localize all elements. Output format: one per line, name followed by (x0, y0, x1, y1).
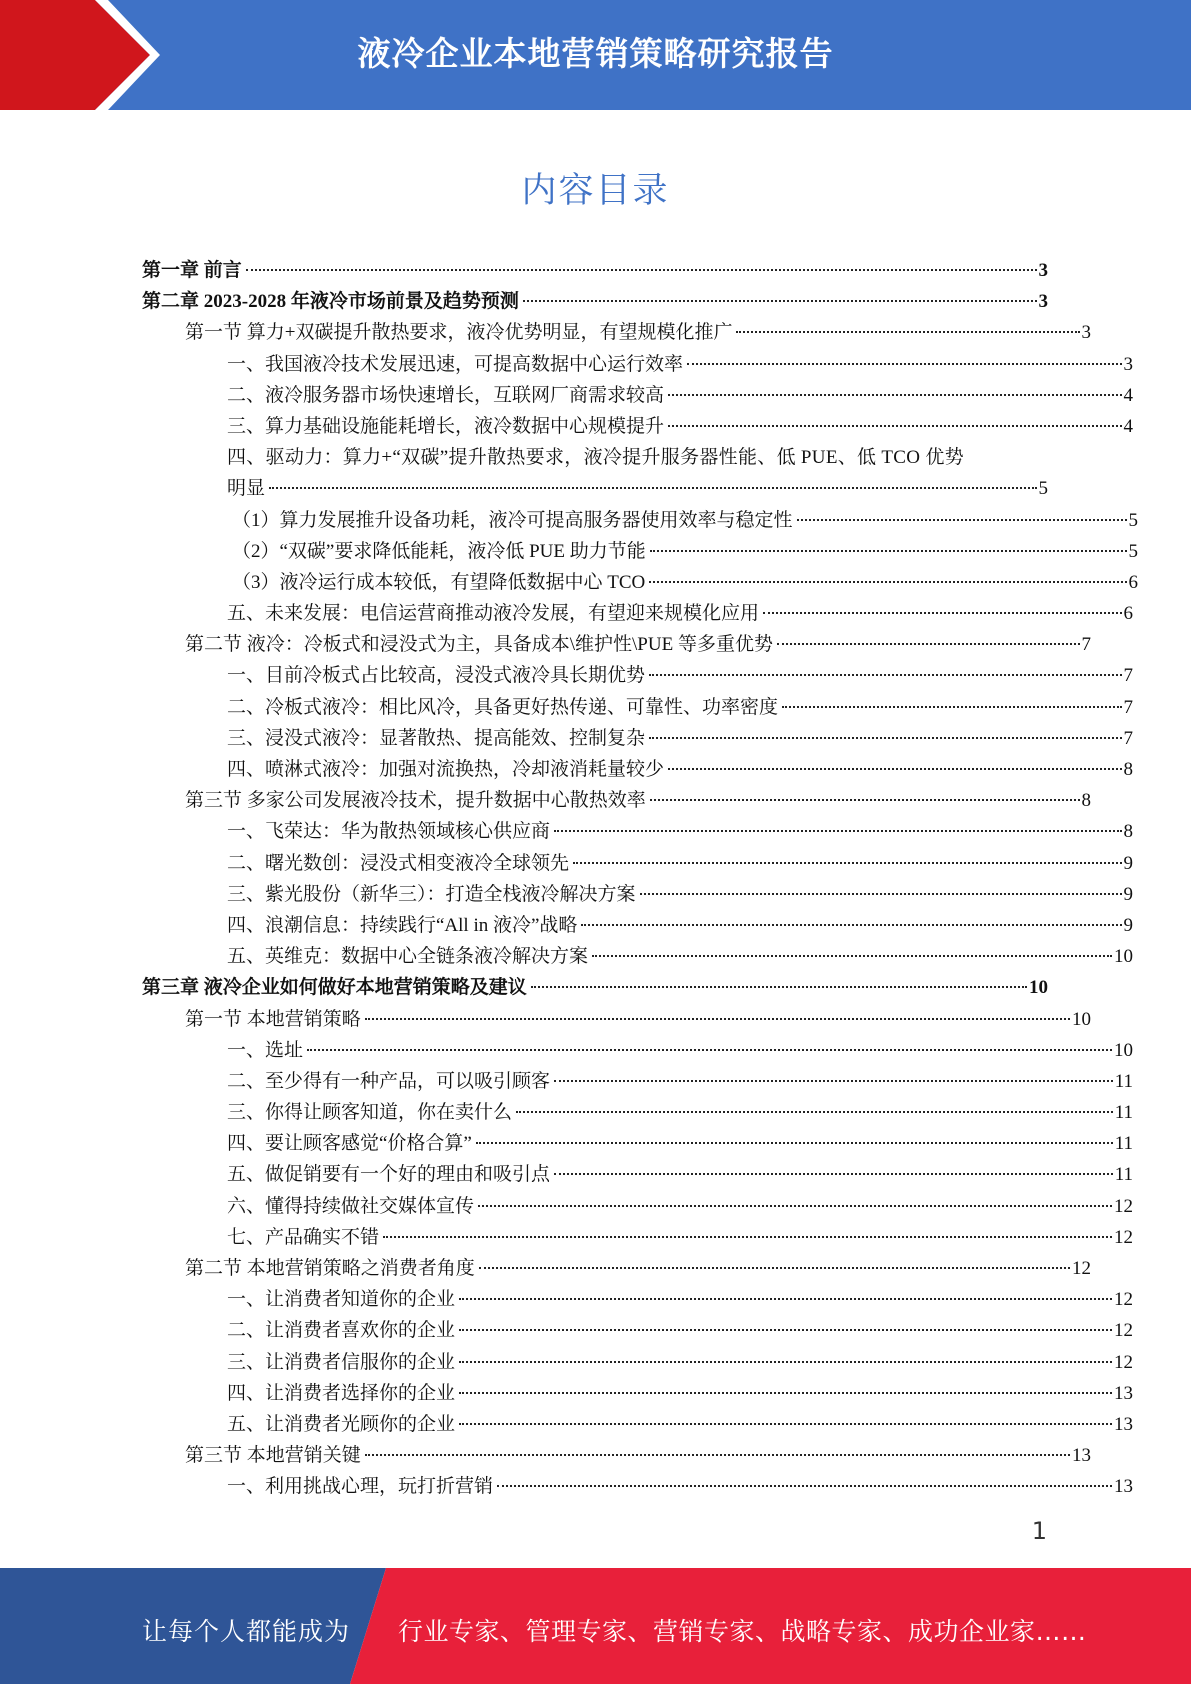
toc-page-number: 13 (1114, 1413, 1133, 1435)
toc-entry-title: 三、浸没式液冷：显著散热、提高能效、控制复杂 (227, 727, 646, 749)
toc-entry-title: 七、产品确实不错 (227, 1226, 380, 1248)
toc-entry-title: 三、你得让顾客知道，你在卖什么 (227, 1102, 513, 1124)
toc-page-number: 3 (1081, 322, 1091, 344)
toc-section[interactable] (142, 317, 1091, 348)
toc-page-number: 9 (1123, 914, 1133, 936)
toc-entry-title: 第一节 算力+双碳提升散热要求，液冷优势明显，有望规模化推广 (185, 322, 733, 344)
toc-subsection[interactable] (142, 1284, 1133, 1315)
dot-leader (649, 737, 1121, 739)
toc-page-number: 13 (1114, 1382, 1133, 1404)
toc-entry-title: 一、让消费者知道你的企业 (227, 1289, 456, 1311)
toc-entry-title: 一、飞荣达：华为散热领域核心供应商 (227, 821, 551, 843)
toc-page-number: 7 (1123, 665, 1133, 687)
toc-entry-title: 三、紫光股份（新华三）：打造全栈液冷解决方案 (227, 883, 636, 905)
toc-entry-title: 二、至少得有一种产品，可以吸引顾客 (227, 1070, 551, 1092)
dot-leader (365, 1018, 1070, 1020)
toc-entry-title: 一、选址 (227, 1039, 304, 1061)
toc-page-number: 12 (1114, 1226, 1133, 1248)
toc-subsection[interactable] (142, 1035, 1133, 1066)
toc-page-number: 12 (1072, 1258, 1091, 1280)
toc-subsection[interactable] (142, 1066, 1133, 1097)
toc-entry-title: 第一节 本地营销策略 (185, 1008, 361, 1030)
toc-entry-title-continued: 明显 (227, 478, 266, 500)
dot-leader (554, 1173, 1113, 1175)
toc-entry-title: 四、让消费者选择你的企业 (227, 1382, 456, 1404)
toc-entry-title: 五、做促销要有一个好的理由和吸引点 (227, 1164, 551, 1186)
toc-entry-title: 第一章 前言 (142, 260, 242, 281)
dot-leader (640, 893, 1122, 895)
toc-page-number: 8 (1081, 790, 1091, 812)
toc-entry-title: 一、目前冷板式占比较高，浸没式液冷具长期优势 (227, 665, 646, 687)
dot-leader (531, 986, 1027, 988)
page-header (0, 0, 1191, 110)
toc-subsection[interactable] (142, 754, 1133, 785)
toc-page-number: 7 (1081, 634, 1091, 656)
dot-leader (459, 1298, 1112, 1300)
toc-subsection[interactable] (142, 1097, 1133, 1128)
toc-entry[interactable] (142, 442, 1048, 504)
dot-leader (573, 862, 1121, 864)
toc-entry-title: 四、浪潮信息：持续践行“All in 液冷”战略 (227, 914, 578, 936)
dot-leader (668, 425, 1121, 427)
toc-page-number: 6 (1128, 571, 1138, 593)
toc-subsection[interactable] (142, 1222, 1133, 1253)
dot-leader (269, 487, 1036, 489)
dot-leader (649, 674, 1121, 676)
toc-subsection[interactable] (142, 1471, 1133, 1502)
dot-leader (581, 924, 1121, 926)
toc-page-number: 11 (1114, 1102, 1133, 1124)
footer-slogan-left: 让每个人都能成为 (142, 1617, 351, 1646)
dot-leader (649, 581, 1126, 583)
dot-leader (668, 768, 1121, 770)
toc-entry-title: 五、让消费者光顾你的企业 (227, 1413, 456, 1435)
toc-page-number: 7 (1123, 727, 1133, 749)
dot-leader (307, 1049, 1112, 1051)
toc-section[interactable] (142, 1253, 1091, 1284)
toc-entry-title: 二、冷板式液冷：相比风冷，具备更好热传递、可靠性、功率密度 (227, 696, 779, 718)
toc-entry-title: 一、我国液冷技术发展迅速，可提高数据中心运行效率 (227, 353, 684, 375)
dot-leader (459, 1423, 1112, 1425)
toc-subsection[interactable] (142, 941, 1133, 972)
toc-entry-title: 一、利用挑战心理，玩打折营销 (227, 1476, 494, 1498)
toc-page-number: 7 (1123, 696, 1133, 718)
toc-page-number: 10 (1072, 1008, 1091, 1030)
dot-leader (797, 519, 1127, 521)
toc-page-number: 10 (1114, 1039, 1133, 1061)
toc-entry-title: （3）液冷运行成本较低，有望降低数据中心 TCO (232, 571, 646, 593)
toc-entry-title: 第二章 2023-2028 年液冷市场前景及趋势预测 (142, 291, 519, 313)
toc-subsection[interactable] (142, 692, 1133, 723)
toc-entry-title: 五、未来发展：电信运营商推动液冷发展，有望迎来规模化应用 (227, 603, 760, 625)
toc-page-number: 13 (1072, 1445, 1091, 1467)
toc-entry-title: 第二节 本地营销策略之消费者角度 (185, 1258, 475, 1280)
toc-entry-title: 第三节 多家公司发展液冷技术，提升数据中心散热效率 (185, 790, 646, 812)
toc-subsection[interactable] (142, 910, 1133, 941)
toc-page-number: 5 (1038, 478, 1048, 500)
toc-page-number: 4 (1123, 415, 1133, 437)
page-footer (0, 1568, 1191, 1684)
toc-page-number: 10 (1029, 977, 1048, 999)
toc-page-number: 13 (1114, 1476, 1133, 1498)
dot-leader (554, 830, 1121, 832)
toc-page-number: 11 (1114, 1070, 1133, 1092)
dot-leader (476, 1142, 1113, 1144)
toc-page-number: 8 (1123, 821, 1133, 843)
toc-subsection[interactable] (142, 723, 1133, 754)
toc-entry-title: 五、英维克：数据中心全链条液冷解决方案 (227, 946, 589, 968)
toc-entry-title: 二、曙光数创：浸没式相变液冷全球领先 (227, 852, 570, 874)
toc-page-number: 6 (1123, 603, 1133, 625)
dot-leader (365, 1454, 1070, 1456)
toc-entry-title: 第三章 液冷企业如何做好本地营销策略及建议 (142, 977, 527, 999)
toc-subsection[interactable] (142, 816, 1133, 847)
toc-entry-title: 第二节 液冷：冷板式和浸没式为主，具备成本\维护性\PUE 等多重优势 (185, 634, 773, 656)
dot-leader (383, 1236, 1112, 1238)
toc-subsection[interactable] (142, 411, 1133, 442)
dot-leader (246, 269, 1037, 271)
toc-page-number: 11 (1114, 1164, 1133, 1186)
dot-leader (782, 706, 1121, 708)
toc-subsection[interactable] (142, 1347, 1133, 1378)
dot-leader (459, 1361, 1112, 1363)
dot-leader (763, 612, 1121, 614)
toc-chapter[interactable] (142, 255, 1048, 286)
toc-page-number: 11 (1114, 1133, 1133, 1155)
toc-chapter[interactable] (142, 972, 1048, 1003)
toc-heading: 内容目录 (521, 171, 670, 211)
toc-entry-title: 四、要让顾客感觉“价格合算” (227, 1133, 472, 1155)
dot-leader (554, 1080, 1113, 1082)
toc-page-number: 9 (1123, 883, 1133, 905)
toc-page-number: 12 (1114, 1351, 1133, 1373)
page-number: 1 (1031, 1517, 1047, 1545)
toc-subsection[interactable] (142, 848, 1133, 879)
toc-section[interactable] (142, 629, 1091, 660)
toc-section[interactable] (142, 1440, 1091, 1471)
report-title: 液冷企业本地营销策略研究报告 (357, 34, 834, 73)
toc-page-number: 3 (1038, 260, 1048, 281)
toc-entry-title: 三、算力基础设施能耗增长，液冷数据中心规模提升 (227, 415, 665, 437)
dot-leader (459, 1329, 1112, 1331)
toc-subsection[interactable] (142, 660, 1133, 691)
toc-entry-title: 第三节 本地营销关键 (185, 1445, 361, 1467)
dot-leader (478, 1205, 1112, 1207)
toc-entry-title: 四、驱动力：算力+“双碳”提升散热要求，液冷提升服务器性能、低 PUE、低 TCO 优势 (227, 447, 964, 469)
toc-subsection[interactable] (142, 567, 1138, 598)
dot-leader (687, 363, 1121, 365)
toc-page-number: 9 (1123, 852, 1133, 874)
toc-subsection[interactable] (142, 1378, 1133, 1409)
dot-leader (650, 550, 1127, 552)
toc-subsection[interactable] (142, 1159, 1133, 1190)
toc-subsection[interactable] (142, 536, 1138, 567)
toc-chapter[interactable] (142, 286, 1048, 317)
table-of-contents (142, 255, 1138, 1503)
toc-entry-title: （1）算力发展推升设备功耗，液冷可提高服务器使用效率与稳定性 (232, 509, 793, 531)
dot-leader (479, 1267, 1070, 1269)
dot-leader (777, 643, 1080, 645)
toc-subsection[interactable] (142, 1409, 1133, 1440)
toc-page-number: 4 (1123, 384, 1133, 406)
dot-leader (523, 300, 1037, 302)
toc-page-number: 10 (1114, 946, 1133, 968)
toc-subsection[interactable] (142, 1128, 1133, 1159)
toc-page-number: 5 (1128, 540, 1138, 562)
dot-leader (516, 1111, 1113, 1113)
toc-subsection[interactable] (142, 349, 1133, 380)
toc-entry-title: 四、喷淋式液冷：加强对流换热，冷却液消耗量较少 (227, 759, 665, 781)
dot-leader (592, 955, 1112, 957)
toc-entry-title: 二、液冷服务器市场快速增长，互联网厂商需求较高 (227, 384, 665, 406)
toc-section[interactable] (142, 785, 1091, 816)
toc-entry-title: 二、让消费者喜欢你的企业 (227, 1320, 456, 1342)
dot-leader (650, 799, 1080, 801)
toc-page-number: 5 (1128, 509, 1138, 531)
toc-entry-title: 三、让消费者信服你的企业 (227, 1351, 456, 1373)
toc-page-number: 8 (1123, 759, 1133, 781)
toc-entry-title: 六、懂得持续做社交媒体宣传 (227, 1195, 475, 1217)
dot-leader (497, 1485, 1112, 1487)
toc-subsection[interactable] (142, 505, 1138, 536)
toc-subsection[interactable] (142, 1191, 1133, 1222)
toc-subsection[interactable] (142, 1315, 1133, 1346)
toc-entry-title: （2）“双碳”要求降低能耗，液冷低 PUE 助力节能 (232, 540, 646, 562)
toc-page-number: 3 (1038, 291, 1048, 313)
toc-subsection[interactable] (142, 879, 1133, 910)
toc-page-number: 12 (1114, 1195, 1133, 1217)
toc-subsection[interactable] (142, 598, 1133, 629)
toc-page-number: 3 (1123, 353, 1133, 375)
toc-subsection[interactable] (142, 380, 1133, 411)
footer-slogan-right: 行业专家、管理专家、营销专家、战略专家、成功企业家…… (398, 1617, 1087, 1646)
toc-section[interactable] (142, 1004, 1091, 1035)
dot-leader (736, 331, 1079, 333)
toc-page-number: 12 (1114, 1289, 1133, 1311)
toc-page-number: 12 (1114, 1320, 1133, 1342)
dot-leader (459, 1392, 1112, 1394)
dot-leader (668, 394, 1121, 396)
